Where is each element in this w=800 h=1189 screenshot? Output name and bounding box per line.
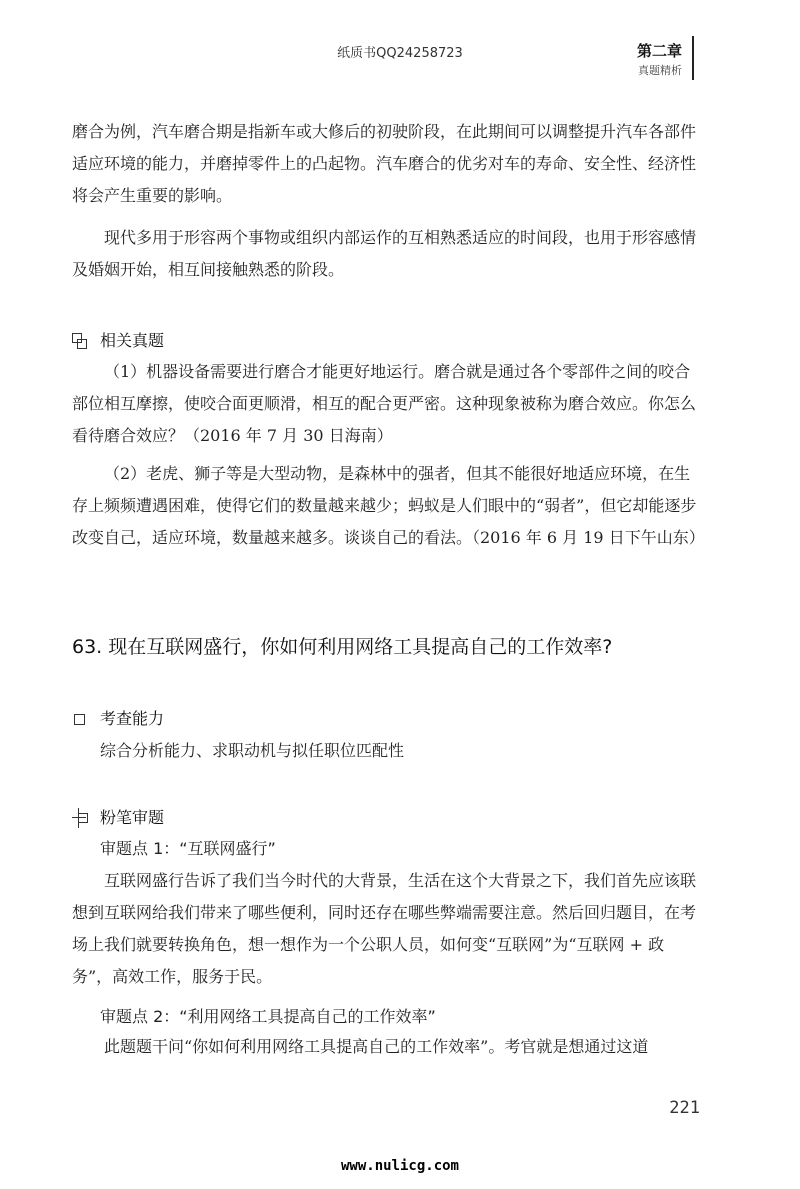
- related-questions-icon: [72, 333, 86, 347]
- chapter-marker: [628, 36, 694, 80]
- chapter-title: 第二章: [636, 42, 682, 60]
- analysis-point-2-text: 此题题干问“你如何利用网络工具提高自己的工作效率”。考官就是想通过这道: [104, 1037, 649, 1056]
- website-watermark: www.nulicg.com: [340, 1158, 459, 1174]
- question-title: 63. 现在互联网盛行，你如何利用网络工具提高自己的工作效率?: [72, 636, 613, 658]
- ability-icon: [72, 711, 86, 725]
- ability-content: 综合分析能力、求职动机与拟任职位匹配性: [100, 741, 405, 760]
- header-source-text: 纸质书QQ24258723: [337, 46, 463, 61]
- analysis-point-1-title: 审题点 1：“互联网盛行”: [100, 839, 276, 858]
- ability-heading: [72, 706, 164, 729]
- analysis-point-2-title: 审题点 2：“利用网络工具提高自己的工作效率”: [100, 1007, 436, 1026]
- analysis-title: 粉笔审题: [100, 808, 165, 827]
- related-questions-title: 相关真题: [100, 331, 165, 350]
- chapter-subtitle: 真题精析: [638, 64, 682, 77]
- analysis-point-1-text: 互联网盛行告诉了我们当今时代的大背景，生活在这个大背景之下，我们首先应该联想到互联网给我们带来了哪些便利，同时还存在哪些弊端需要注意。然后回归题目，在考场上我们就要转换角色，想一想作为一个公职人员，如何变“互联网”为“互联网 + 政务”，高效工作，服务于民。: [72, 871, 697, 986]
- ability-title: 考查能力: [100, 709, 165, 728]
- intro-paragraph-2: 现代多用于形容两个事物或组织内部运作的互相熟悉适应的时间段，也用于形容感情及婚姻开始，相互间接触熟悉的阶段。: [72, 228, 697, 279]
- related-questions-heading: [72, 328, 164, 351]
- analysis-heading: [72, 805, 164, 828]
- related-question-1: （1）机器设备需要进行磨合才能更好地运行。磨合就是通过各个零部件之间的咬合部位相互摩擦，使咬合面更顺滑，相互的配合更严密。这种现象被称为磨合效应。你怎么看待磨合效应？（2016 年 7 月 30 日海南）: [72, 362, 697, 445]
- related-question-2: （2）老虎、狮子等是大型动物，是森林中的强者，但其不能很好地适应环境，在生存上频频遭遇困难，使得它们的数量越来越少；蚂蚁是人们眼中的“弱者”，但它却能逐步改变自己，适应环境，数量越来越多。谈谈自己的看法。（2016 年 6 月 19 日下午山东）: [72, 464, 705, 547]
- page-number: 221: [669, 1098, 700, 1118]
- intro-paragraph-1: 磨合为例，汽车磨合期是指新车或大修后的初驶阶段，在此期间可以调整提升汽车各部件适应环境的能力，并磨掉零件上的凸起物。汽车磨合的优劣对车的寿命、安全性、经济性将会产生重要的影响。: [72, 122, 697, 205]
- analysis-icon: [72, 810, 86, 824]
